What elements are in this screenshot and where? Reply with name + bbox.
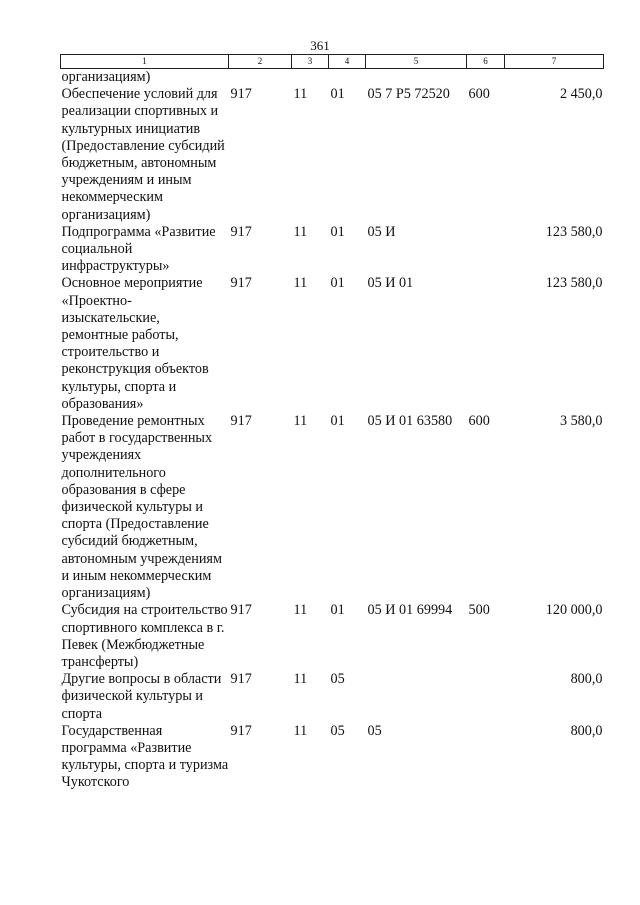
- cell-section: 11: [293, 86, 308, 103]
- cell-expense-type: [467, 671, 505, 723]
- cell-expense-type: 500: [468, 602, 490, 619]
- table-row: [61, 224, 604, 276]
- cell-target-article: 05 И 01: [367, 275, 414, 292]
- cell-amount: 800,0: [570, 722, 603, 739]
- cell-expense-type: 600: [468, 86, 490, 103]
- cell-amount: 3 580,0: [559, 413, 603, 430]
- budget-table: [60, 54, 604, 792]
- column-header: 3: [292, 55, 329, 69]
- cell-subsection: [329, 69, 366, 87]
- cell-name: Основное мероприятие «Проектно-изыскательские, ремонтные работы, строительство и реконструкция объектов культуры, спорта и образования»: [61, 275, 209, 412]
- table-body: [61, 69, 604, 792]
- cell-expense-type: [467, 723, 505, 792]
- cell-section: 11: [293, 275, 308, 292]
- cell-target-article: 05 И 01 69994: [367, 602, 453, 619]
- cell-grbs: 917: [230, 275, 252, 292]
- cell-grbs: 917: [230, 86, 252, 103]
- cell-amount: 2 450,0: [559, 86, 603, 103]
- cell-name: Государственная программа «Развитие культуры, спорта и туризма Чукотского: [61, 722, 229, 791]
- table-row: [61, 86, 604, 224]
- cell-section: 11: [293, 671, 308, 688]
- table-row: [61, 413, 604, 602]
- cell-expense-type: 600: [468, 413, 490, 430]
- column-header: 2: [229, 55, 292, 69]
- cell-subsection: 01: [330, 86, 345, 103]
- cell-expense-type: [467, 275, 505, 413]
- table-row: [61, 671, 604, 723]
- cell-name: Проведение ремонтных работ в государственных учреждениях дополнительного образования в сфере физической культуры и спорта (Предоставление субсидий бюджетным, автономным учреждениям и иным некоммерческим организациям): [61, 413, 222, 602]
- column-header: 1: [61, 55, 229, 69]
- cell-subsection: 01: [330, 223, 345, 240]
- cell-subsection: 05: [330, 671, 345, 688]
- cell-section: 11: [293, 223, 308, 240]
- cell-name: Подпрограмма «Развитие социальной инфраструктуры»: [61, 223, 216, 275]
- cell-subsection: 01: [330, 602, 345, 619]
- cell-target-article: 05: [367, 722, 382, 739]
- cell-name: Обеспечение условий для реализации спортивных и культурных инициатив (Предоставление субсидий бюджетным, автономным учреждениям и иным некоммерческим организациям): [61, 86, 225, 223]
- cell-name: Другие вопросы в области физической культуры и спорта: [61, 671, 222, 722]
- cell-section: 11: [293, 722, 308, 739]
- cell-subsection: 05: [330, 722, 345, 739]
- cell-section: 11: [293, 413, 308, 430]
- cell-grbs: 917: [230, 722, 252, 739]
- cell-name: Субсидия на строительство спортивного комплекса в г. Певек (Межбюджетные трансферты): [61, 602, 228, 670]
- cell-grbs: 917: [230, 671, 252, 688]
- cell-amount: 123 580,0: [545, 275, 603, 292]
- cell-amount: 123 580,0: [545, 223, 603, 240]
- cell-grbs: 917: [230, 413, 252, 430]
- column-header: 6: [467, 55, 505, 69]
- cell-expense-type: [467, 224, 505, 276]
- cell-grbs: 917: [230, 602, 252, 619]
- table-header-row: [61, 55, 604, 69]
- column-header: 5: [366, 55, 467, 69]
- cell-target-article: [366, 69, 467, 87]
- cell-target-article: 05 7 Р5 72520: [367, 86, 450, 103]
- cell-grbs: [229, 69, 292, 87]
- cell-grbs: 917: [230, 223, 252, 240]
- cell-amount: 120 000,0: [545, 602, 603, 619]
- cell-name: организациям): [61, 69, 151, 85]
- cell-amount: [505, 69, 604, 87]
- cell-subsection: 01: [330, 275, 345, 292]
- cell-target-article: [366, 671, 467, 723]
- table-row: [61, 69, 604, 87]
- cell-amount: 800,0: [570, 671, 603, 688]
- column-header: 7: [505, 55, 604, 69]
- page-number: 361: [310, 38, 330, 53]
- cell-target-article: 05 И: [367, 223, 396, 240]
- column-header: 4: [329, 55, 366, 69]
- table-row: [61, 602, 604, 671]
- table-row: [61, 275, 604, 413]
- cell-subsection: 01: [330, 413, 345, 430]
- table-row: [61, 723, 604, 792]
- cell-target-article: 05 И 01 63580: [367, 413, 453, 430]
- cell-section: 11: [293, 602, 308, 619]
- cell-expense-type: [467, 69, 505, 87]
- cell-section: [292, 69, 329, 87]
